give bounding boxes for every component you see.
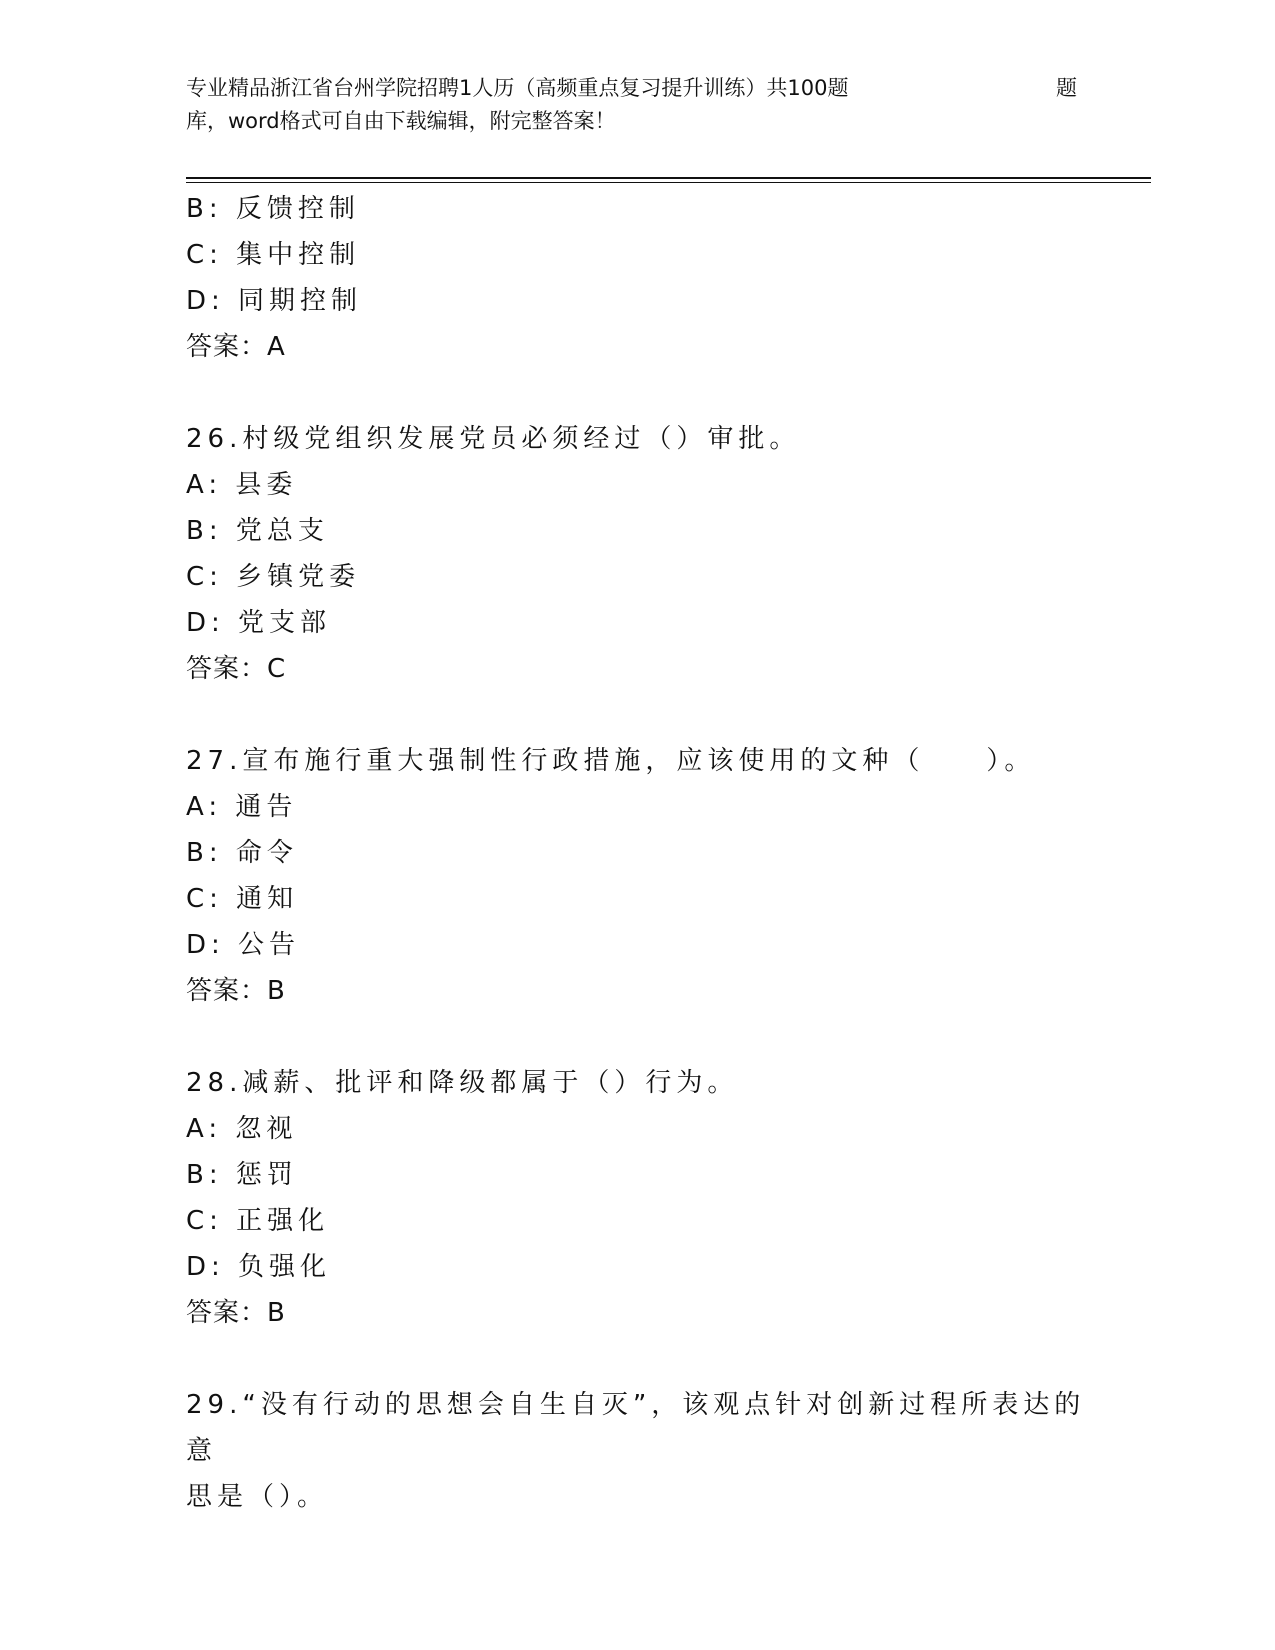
answer-text: 答案：B xyxy=(186,1298,286,1328)
question-text: 27.宣布施行重大强制性行政措施，应该使用的文种（ ）。 xyxy=(186,746,1036,776)
page-header xyxy=(186,72,1086,138)
question-list xyxy=(186,186,1086,1520)
header-title-line1: 专业精品浙江省台州学院招聘1人历（高频重点复习提升训练）共100题 xyxy=(186,76,849,100)
header-title-tail: 题 xyxy=(1056,76,1077,100)
option-b: B: 党总支 xyxy=(186,516,329,546)
option-c: C: 正强化 xyxy=(186,1206,330,1236)
option-a: A: 通告 xyxy=(186,792,298,822)
option-a: A: 忽视 xyxy=(186,1114,298,1144)
question-text-line2: 思是（）。 xyxy=(186,1482,329,1512)
answer-text: 答案：B xyxy=(186,976,286,1006)
header-title-line2: 库，word格式可自由下载编辑，附完整答案！ xyxy=(186,109,616,133)
option-c: C: 通知 xyxy=(186,884,299,914)
option-a: A: 县委 xyxy=(186,470,298,500)
option-b: B: 命令 xyxy=(186,838,298,868)
answer-text: 答案：C xyxy=(186,654,287,684)
option-c: C: 乡镇党委 xyxy=(186,562,361,592)
option-d: D: 公告 xyxy=(186,930,301,960)
answer-text: 答案：A xyxy=(186,332,286,362)
option-d: D: 同期控制 xyxy=(186,286,363,316)
question-text: 28.减薪、批评和降级都属于（）行为。 xyxy=(186,1068,739,1098)
question-block-25 xyxy=(186,186,1086,370)
option-b: B: 惩罚 xyxy=(186,1160,298,1190)
option-c: C: 集中控制 xyxy=(186,240,361,270)
question-block-27 xyxy=(186,738,1086,1014)
question-text-line1: 29.“没有行动的思想会自生自灭”，该观点针对创新过程所表达的意 xyxy=(186,1390,1086,1466)
option-b: B: 反馈控制 xyxy=(186,194,360,224)
question-block-26 xyxy=(186,416,1086,692)
header-divider-thick xyxy=(186,177,1151,179)
header-divider-thin xyxy=(186,182,1151,183)
option-d: D: 负强化 xyxy=(186,1252,332,1282)
question-block-29 xyxy=(186,1382,1086,1520)
option-d: D: 党支部 xyxy=(186,608,332,638)
question-block-28 xyxy=(186,1060,1086,1336)
question-text: 26.村级党组织发展党员必须经过（）审批。 xyxy=(186,424,801,454)
